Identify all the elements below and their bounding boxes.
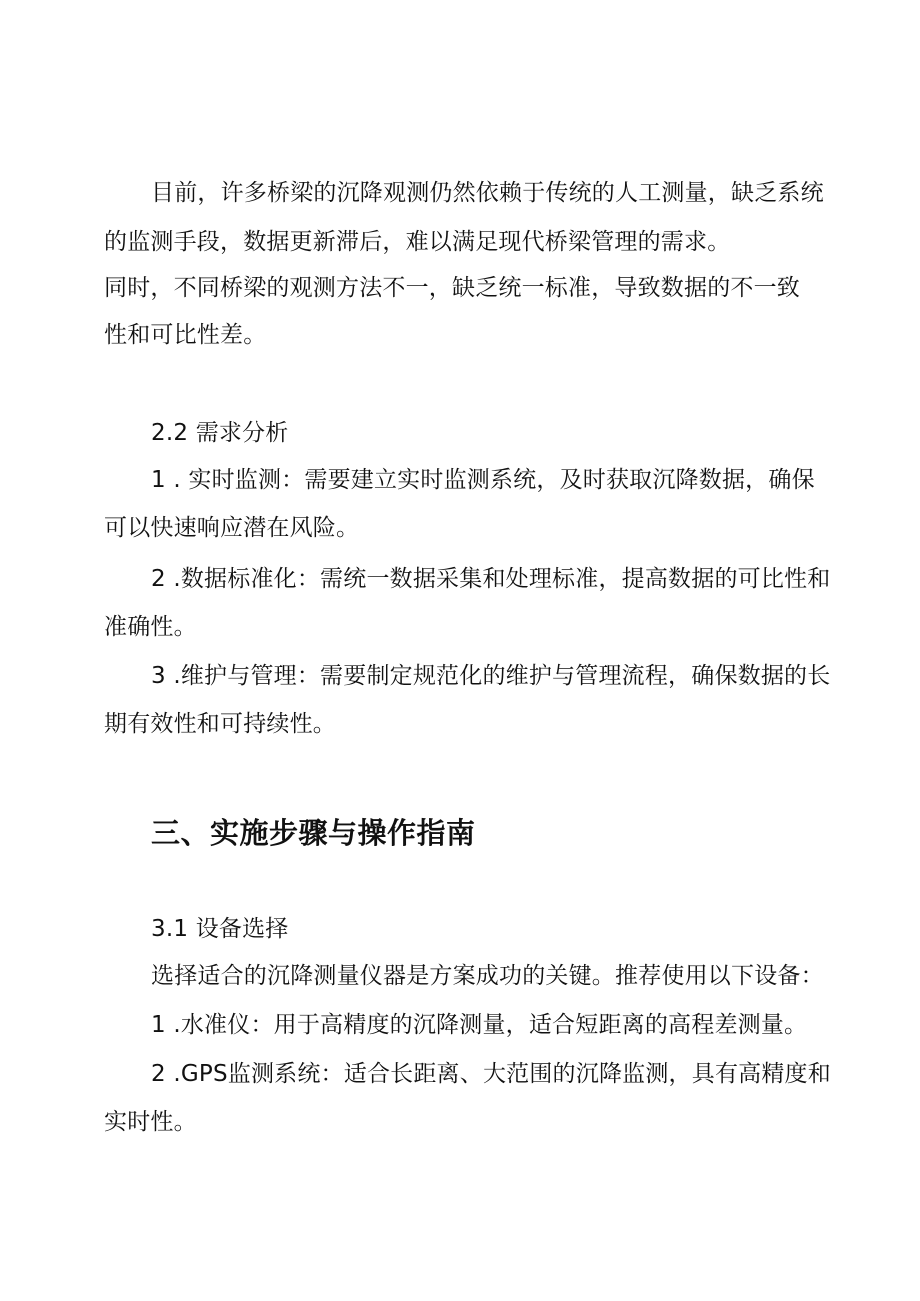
- chapter-title: 三、实施步骤与操作指南: [151, 816, 476, 850]
- list-item-line: 期有效性和可持续性。: [104, 711, 336, 737]
- list-item-line: 2 .GPS监测系统：适合长距离、大范围的沉降监测，具有高精度和: [151, 1061, 831, 1087]
- list-item-line: 1 .水准仪：用于高精度的沉降测量，适合短距离的高程差测量。: [151, 1012, 808, 1038]
- list-item-line: 准确性。: [104, 614, 197, 640]
- paragraph-line: 同时，不同桥梁的观测方法不一，缺乏统一标准，导致数据的不一致: [104, 275, 800, 301]
- paragraph-line: 性和可比性差。: [104, 322, 267, 348]
- section-title: 3.1 设备选择: [151, 916, 289, 942]
- paragraph-line: 目前，许多桥梁的沉降观测仍然依赖于传统的人工测量，缺乏系统: [151, 180, 824, 206]
- paragraph-line: 选择适合的沉降测量仪器是方案成功的关键。推荐使用以下设备：: [151, 963, 824, 989]
- list-item-line: 3 .维护与管理：需要制定规范化的维护与管理流程，确保数据的长: [151, 663, 831, 689]
- paragraph-line: 的监测手段，数据更新滞后，难以满足现代桥梁管理的需求。: [104, 229, 731, 255]
- list-item-line: 2 .数据标准化：需统一数据采集和处理标准，提高数据的可比性和: [151, 566, 831, 592]
- list-item-line: 1 . 实时监测：需要建立实时监测系统，及时获取沉降数据，确保: [151, 467, 815, 493]
- section-title: 2.2 需求分析: [151, 420, 289, 446]
- list-item-line: 可以快速响应潜在风险。: [104, 515, 360, 541]
- list-item-line: 实时性。: [104, 1109, 197, 1135]
